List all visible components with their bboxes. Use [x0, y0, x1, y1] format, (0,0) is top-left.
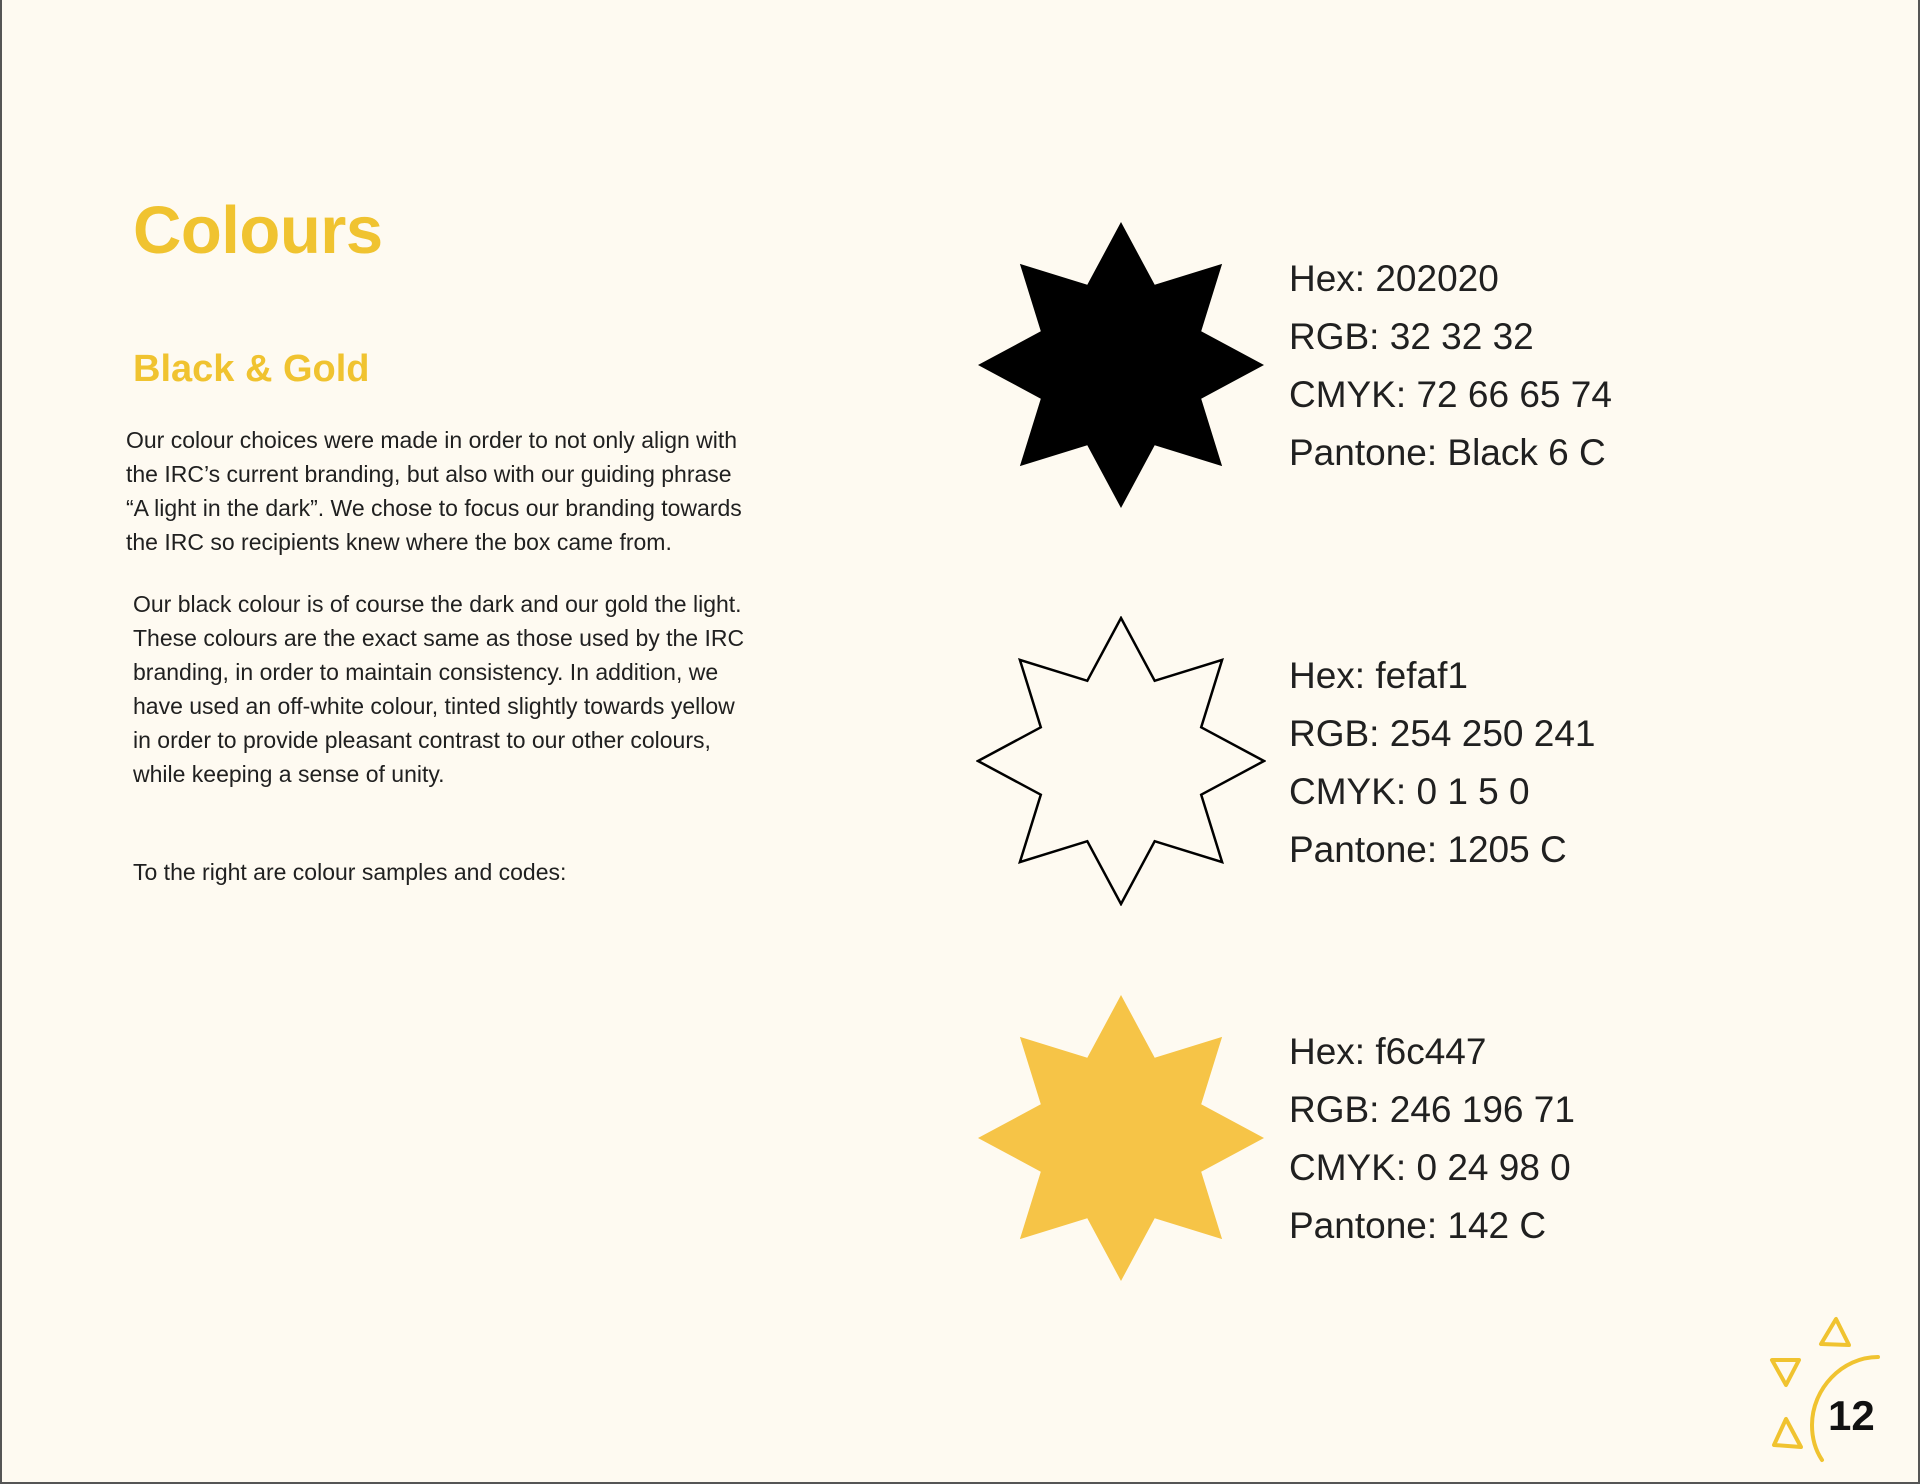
intro-paragraph: Our colour choices were made in order to not only align with the IRC’s current branding, but also with our guiding phrase “A light in the dark”. We chose to focus our branding towards the IRC so recipients knew where the box came from.	[126, 427, 742, 555]
samples-note: To the right are colour samples and codes:	[133, 859, 567, 885]
off-white-swatch-star-icon	[976, 616, 1266, 906]
cmyk-code: CMYK: 72 66 65 74	[1289, 374, 1612, 415]
black-swatch-star-icon	[978, 222, 1264, 508]
pantone-code: Pantone: 1205 C	[1289, 829, 1567, 870]
section-title: Black & Gold	[133, 348, 370, 390]
colour-description-paragraph: Our black colour is of course the dark and our gold the light. These colours are the exact same as those used by the IRC branding, in order to maintain consistency. In addition, we have used an off-white colour, tinted slightly towards yellow in order to provide pleasant contrast to our other colours, while keeping a sense of unity.	[133, 591, 745, 787]
page-number: 12	[1828, 1392, 1875, 1439]
hex-code: Hex: fefaf1	[1289, 655, 1468, 696]
rgb-code: RGB: 246 196 71	[1289, 1089, 1575, 1130]
black-swatch-codes	[1289, 250, 1612, 482]
rgb-code: RGB: 32 32 32	[1289, 316, 1534, 357]
pantone-code: Pantone: Black 6 C	[1289, 432, 1606, 473]
gold-swatch-codes	[1289, 1023, 1575, 1255]
cmyk-code: CMYK: 0 24 98 0	[1289, 1147, 1571, 1188]
off-white-swatch-codes	[1289, 647, 1596, 879]
page-title: Colours	[133, 193, 383, 268]
rgb-code: RGB: 254 250 241	[1289, 713, 1596, 754]
hex-code: Hex: f6c447	[1289, 1031, 1487, 1072]
pantone-code: Pantone: 142 C	[1289, 1205, 1547, 1246]
sun-logo-icon	[1750, 1305, 1890, 1465]
hex-code: Hex: 202020	[1289, 258, 1499, 299]
gold-swatch-star-icon	[978, 995, 1264, 1281]
cmyk-code: CMYK: 0 1 5 0	[1289, 771, 1530, 812]
